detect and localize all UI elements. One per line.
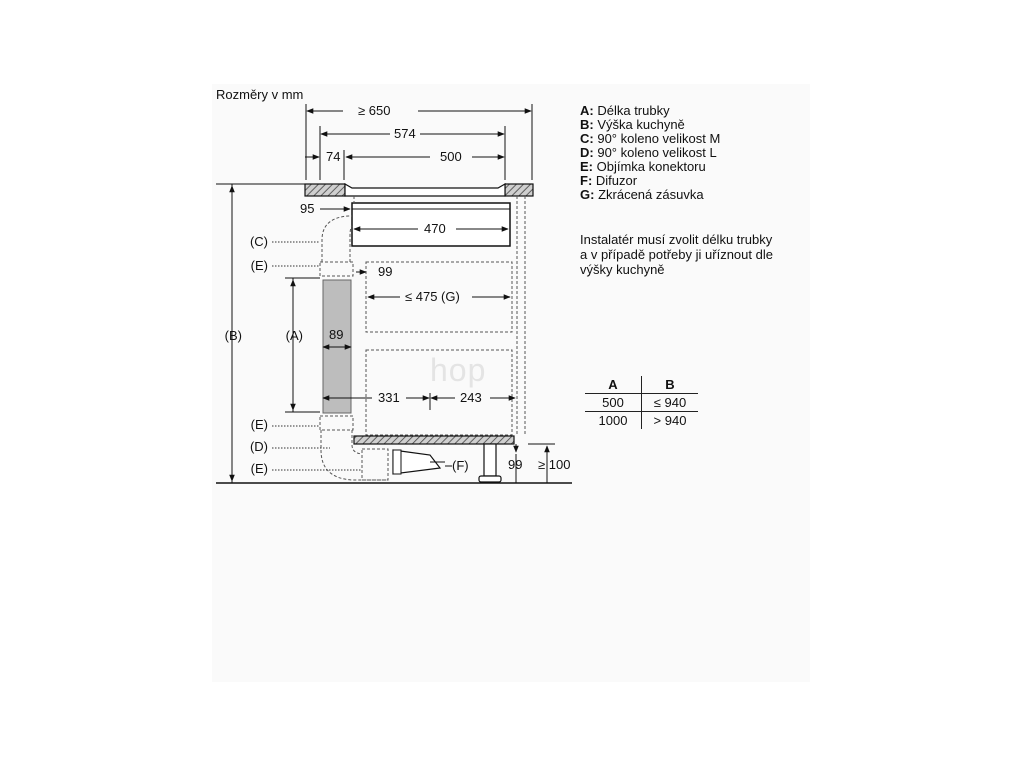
label-D: (D) (249, 439, 268, 454)
legend-item-F: F: Difuzor (580, 173, 638, 188)
note-line: Instalatér musí zvolit délku trubky (580, 232, 773, 247)
label-E-lower: (E) (250, 417, 268, 432)
table-row (585, 394, 698, 412)
installer-note (580, 232, 810, 277)
legend-item-C: C: 90° koleno velikost M (580, 131, 721, 146)
page-title: Rozměry v mm (216, 87, 304, 102)
legend-item-D: D: 90° koleno velikost L (580, 145, 717, 160)
watermark-logo: hop (430, 352, 487, 388)
dim-331-label: 331 (378, 390, 400, 405)
label-C: (C) (249, 234, 268, 249)
note-line: a v případě potřeby ji uříznout dle (580, 247, 773, 262)
worktop-right (505, 184, 533, 196)
legend-item-B: B: Výška kuchyně (580, 117, 685, 132)
plinth (354, 436, 514, 444)
legend-item-E: E: Objímka konektoru (580, 159, 706, 174)
table-header-B: B (642, 376, 699, 394)
hob-glass (345, 184, 505, 196)
table-header-A: A (585, 376, 642, 394)
dim-100-label: ≥ 100 (538, 457, 571, 472)
table-cell: ≤ 940 (642, 394, 699, 412)
dim-99-bottom-label: 99 (508, 457, 523, 472)
table-cell: 1000 (585, 412, 642, 430)
dim-95-label: 95 (300, 201, 315, 216)
legend (580, 104, 720, 202)
dim-89-label: 89 (329, 327, 344, 342)
dim-99-top-label: 99 (378, 264, 393, 279)
dim-500-label: 500 (440, 149, 462, 164)
dim-243-label: 243 (460, 390, 482, 405)
label-E-bottom: (E) (250, 461, 268, 476)
dim-74-label: 74 (326, 149, 341, 164)
dim-475-label: ≤ 475 (G) (405, 289, 460, 304)
note-line: výšky kuchyně (580, 262, 665, 277)
worktop-left (305, 184, 345, 196)
table-cell: 500 (585, 394, 642, 412)
dim-574-label: 574 (394, 126, 416, 141)
label-E-upper: (E) (250, 258, 268, 273)
table-cell: > 940 (653, 413, 687, 428)
dim-470-label: 470 (424, 221, 446, 236)
dim-650-label: ≥ 650 (358, 103, 391, 118)
label-F: (F) (452, 458, 469, 473)
legend-item-G: G: Zkrácená zásuvka (580, 187, 704, 202)
length-height-table (585, 376, 698, 429)
label-A: (A) (285, 328, 303, 343)
table-row (585, 412, 698, 430)
cabinet-foot (479, 444, 501, 482)
legend-item-A: A: Délka trubky (580, 103, 670, 118)
label-B: (B) (224, 328, 242, 343)
